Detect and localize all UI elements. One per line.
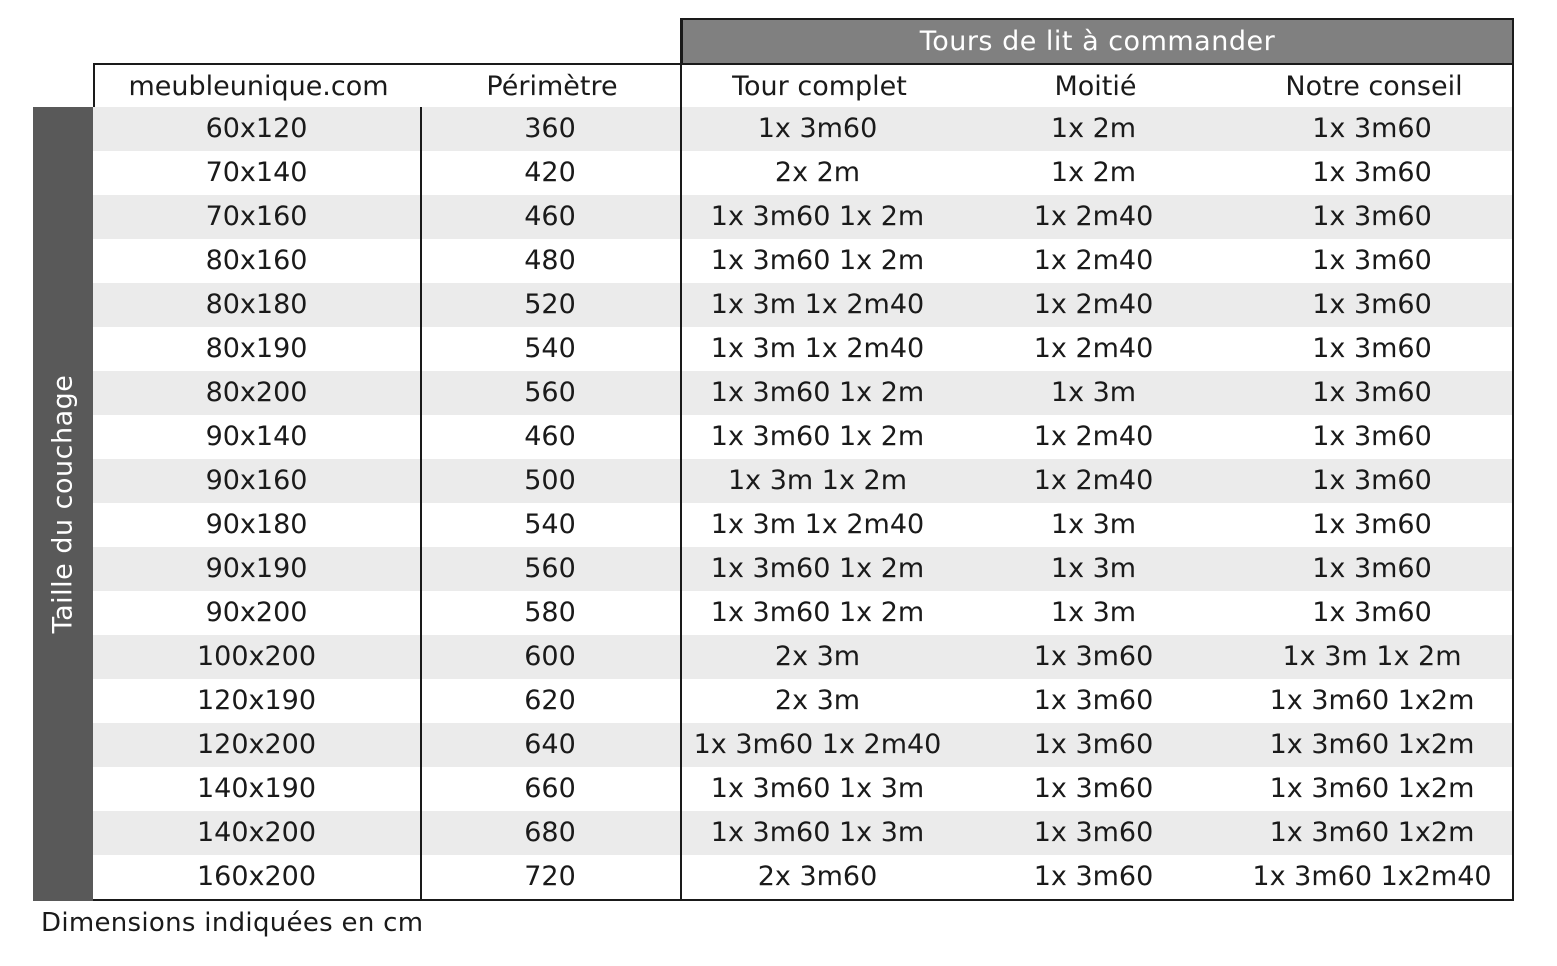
- cell-half: 1x 2m40: [1033, 421, 1154, 452]
- table-row: [93, 635, 1512, 679]
- table-row: [93, 151, 1512, 195]
- cell-advice: 1x 3m60: [1312, 597, 1432, 628]
- cell-half: 1x 2m40: [1033, 201, 1154, 232]
- table-row: [93, 811, 1512, 855]
- cell-half: 1x 3m60: [1033, 817, 1154, 848]
- cell-model: 140x190: [196, 773, 317, 804]
- cell-perimeter: 560: [524, 377, 576, 408]
- cell-half: 1x 3m60: [1033, 729, 1154, 760]
- cell-full: 1x 3m 1x 2m40: [710, 333, 925, 364]
- cell-full: 2x 3m: [774, 685, 861, 716]
- cell-half: 1x 3m60: [1033, 773, 1154, 804]
- table-row: [93, 283, 1512, 327]
- cell-perimeter: 480: [524, 245, 576, 276]
- cell-perimeter: 720: [524, 861, 576, 892]
- column-header-full: Tour complet: [732, 71, 907, 102]
- cell-model: 100x200: [196, 641, 317, 672]
- cell-perimeter: 660: [524, 773, 576, 804]
- cell-advice: 1x 3m60: [1312, 333, 1432, 364]
- cell-perimeter: 600: [524, 641, 576, 672]
- cell-perimeter: 540: [524, 333, 576, 364]
- cell-advice: 1x 3m60: [1312, 465, 1432, 496]
- table-row: [93, 679, 1512, 723]
- cell-model: 60x120: [205, 113, 308, 144]
- cell-perimeter: 680: [524, 817, 576, 848]
- cell-advice: 1x 3m60: [1312, 509, 1432, 540]
- cell-perimeter: 360: [524, 113, 576, 144]
- cell-model: 80x190: [205, 333, 308, 364]
- table-row: [93, 591, 1512, 635]
- cell-full: 1x 3m60 1x 2m: [710, 553, 925, 584]
- cell-model: 120x190: [196, 685, 317, 716]
- cell-full: 1x 3m60 1x 2m: [710, 421, 925, 452]
- cell-advice: 1x 3m60: [1312, 157, 1432, 188]
- cell-perimeter: 420: [524, 157, 576, 188]
- table-row: [93, 327, 1512, 371]
- cell-full: 1x 3m 1x 2m: [727, 465, 908, 496]
- cell-model: 90x190: [205, 553, 308, 584]
- cell-perimeter: 540: [524, 509, 576, 540]
- cell-model: 90x140: [205, 421, 308, 452]
- cell-half: 1x 3m60: [1033, 685, 1154, 716]
- cell-advice: 1x 3m60 1x2m: [1269, 729, 1475, 760]
- cell-full: 1x 3m60 1x 2m: [710, 245, 925, 276]
- cell-half: 1x 2m: [1050, 113, 1137, 144]
- cell-advice: 1x 3m60: [1312, 245, 1432, 276]
- cell-full: 1x 3m 1x 2m40: [710, 509, 925, 540]
- cell-full: 1x 3m60 1x 2m40: [693, 729, 942, 760]
- group-header-tours-de-lit: Tours de lit à commander: [681, 18, 1514, 63]
- cell-advice: 1x 3m60 1x2m40: [1252, 861, 1492, 892]
- table-row: [93, 767, 1512, 811]
- column-header-row: [93, 63, 1514, 107]
- table-row: [93, 195, 1512, 239]
- cell-advice: 1x 3m60: [1312, 377, 1432, 408]
- cell-full: 2x 3m: [774, 641, 861, 672]
- cell-advice: 1x 3m 1x 2m: [1282, 641, 1462, 672]
- table-row: [93, 107, 1512, 151]
- column-divider: [420, 107, 422, 901]
- cell-full: 1x 3m60 1x 2m: [710, 377, 925, 408]
- cell-advice: 1x 3m60 1x2m: [1269, 817, 1475, 848]
- table-row: [93, 239, 1512, 283]
- cell-model: 120x200: [196, 729, 317, 760]
- cell-full: 2x 2m: [774, 157, 861, 188]
- column-header-perimeter: Périmètre: [486, 71, 618, 102]
- side-bar: [33, 107, 93, 901]
- cell-model: 160x200: [196, 861, 317, 892]
- side-label-bed-size: Taille du couchage: [47, 374, 79, 634]
- cell-model: 80x160: [205, 245, 308, 276]
- cell-full: 1x 3m60 1x 3m: [710, 773, 925, 804]
- cell-advice: 1x 3m60: [1312, 113, 1432, 144]
- cell-half: 1x 2m40: [1033, 289, 1154, 320]
- cell-full: 1x 3m 1x 2m40: [710, 289, 925, 320]
- cell-half: 1x 2m40: [1033, 333, 1154, 364]
- cell-model: 70x160: [205, 201, 308, 232]
- cell-advice: 1x 3m60: [1312, 201, 1432, 232]
- column-divider: [680, 18, 682, 901]
- cell-perimeter: 580: [524, 597, 576, 628]
- cell-perimeter: 500: [524, 465, 576, 496]
- cell-half: 1x 3m: [1050, 509, 1137, 540]
- cell-perimeter: 460: [524, 201, 576, 232]
- cell-full: 1x 3m60 1x 2m: [710, 597, 925, 628]
- cell-model: 90x180: [205, 509, 308, 540]
- cell-full: 1x 3m60 1x 2m: [710, 201, 925, 232]
- cell-full: 2x 3m60: [757, 861, 878, 892]
- table-body: [93, 107, 1514, 901]
- table-row: [93, 855, 1512, 899]
- cell-advice: 1x 3m60: [1312, 553, 1432, 584]
- cell-perimeter: 460: [524, 421, 576, 452]
- column-header-model: meubleunique.com: [128, 71, 389, 102]
- cell-half: 1x 3m60: [1033, 641, 1154, 672]
- cell-advice: 1x 3m60: [1312, 289, 1432, 320]
- cell-half: 1x 2m40: [1033, 465, 1154, 496]
- cell-perimeter: 620: [524, 685, 576, 716]
- table-row: [93, 415, 1512, 459]
- cell-half: 1x 2m: [1050, 157, 1137, 188]
- cell-model: 90x160: [205, 465, 308, 496]
- table-row: [93, 547, 1512, 591]
- cell-model: 140x200: [196, 817, 317, 848]
- cell-half: 1x 3m: [1050, 597, 1137, 628]
- cell-advice: 1x 3m60: [1312, 421, 1432, 452]
- cell-perimeter: 640: [524, 729, 576, 760]
- cell-perimeter: 560: [524, 553, 576, 584]
- cell-half: 1x 3m: [1050, 553, 1137, 584]
- table-row: [93, 459, 1512, 503]
- cell-advice: 1x 3m60 1x2m: [1269, 685, 1475, 716]
- column-header-half: Moitié: [1054, 71, 1137, 102]
- table-row: [93, 503, 1512, 547]
- cell-half: 1x 3m: [1050, 377, 1137, 408]
- footnote: Dimensions indiquées en cm: [41, 908, 424, 938]
- cell-model: 70x140: [205, 157, 308, 188]
- cell-model: 80x200: [205, 377, 308, 408]
- cell-half: 1x 3m60: [1033, 861, 1154, 892]
- cell-full: 1x 3m60 1x 3m: [710, 817, 925, 848]
- cell-model: 90x200: [205, 597, 308, 628]
- cell-perimeter: 520: [524, 289, 576, 320]
- cell-full: 1x 3m60: [757, 113, 878, 144]
- table-row: [93, 723, 1512, 767]
- cell-half: 1x 2m40: [1033, 245, 1154, 276]
- table-row: [93, 371, 1512, 415]
- cell-advice: 1x 3m60 1x2m: [1269, 773, 1475, 804]
- column-header-advice: Notre conseil: [1285, 71, 1463, 102]
- cell-model: 80x180: [205, 289, 308, 320]
